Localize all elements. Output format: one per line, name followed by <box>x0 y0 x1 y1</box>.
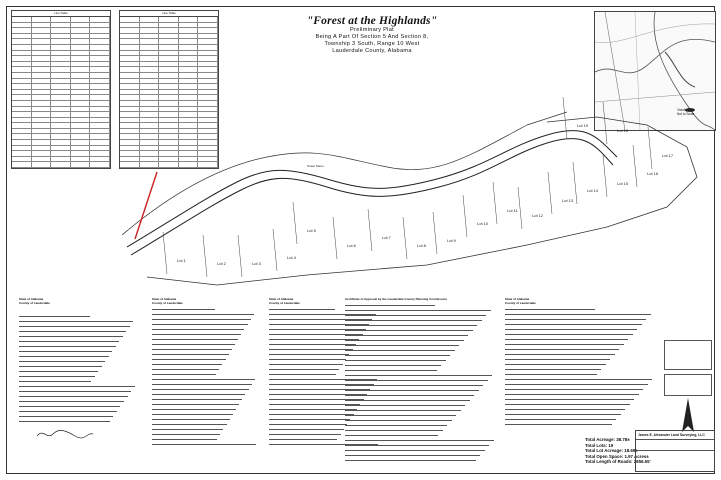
lot-line <box>163 232 167 274</box>
plat-title: "Forest at the Highlands" <box>306 15 438 27</box>
lot-label: Lot 11 <box>507 208 518 213</box>
lot-label: Lot 4 <box>287 255 296 260</box>
col2-county: County of Lauderdale <box>152 301 183 305</box>
total-lots: Total Lots: 19 <box>585 442 614 448</box>
lot-line <box>203 235 207 277</box>
total-road-length: Total Length of Roads: 2856.55' <box>585 459 651 464</box>
plat-drawing <box>7 7 714 307</box>
lot-label: Lot 1 <box>177 258 186 263</box>
surveyor-title-block <box>635 430 715 472</box>
planning-commission-cert: Certificate of Approval by the Lauderdale County Planning Commission <box>345 297 448 301</box>
lot-label: Lot 7 <box>382 235 391 240</box>
col-2-certificates <box>152 297 257 445</box>
lot-line <box>648 127 652 169</box>
col2-state: State of Alabama <box>152 297 177 301</box>
legend-box <box>664 340 712 370</box>
surveyor-company: James E. Alexander Land Surveying, LLC <box>638 433 705 437</box>
lot-label: Lot 12 <box>532 213 544 218</box>
col5-county: County of Lauderdale <box>505 301 536 305</box>
lot-label: Lot 6 <box>347 243 356 248</box>
lot-label: Lot 10 <box>477 221 489 226</box>
line-table-1-header: Line Table <box>12 11 110 17</box>
owner-certificate <box>19 297 137 305</box>
lot-label: Lot 8 <box>417 243 426 248</box>
lot-line <box>563 97 567 139</box>
col2-text <box>152 305 257 445</box>
owner-state: State of Alabama <box>19 297 44 301</box>
lot-line <box>518 187 522 229</box>
col4-text <box>345 301 495 461</box>
line-table-2-header: Line Table <box>120 11 218 17</box>
lot-label: Lot 17 <box>662 153 674 158</box>
lot-line <box>493 182 497 224</box>
legal-description <box>19 312 137 422</box>
lot-label: Lot 5 <box>307 228 316 233</box>
lot-line <box>573 162 577 204</box>
title-line-3: Township 3 South, Range 10 West <box>324 41 420 47</box>
lot-label: Lot 16 <box>647 171 659 176</box>
title-line-1: Preliminary Plat <box>350 27 394 33</box>
lot-line <box>633 145 637 187</box>
lot-line <box>368 209 372 251</box>
vicinity-caption-line-1: Vicinity Map <box>677 108 695 112</box>
road-label: Street Name <box>307 164 324 168</box>
vicinity-caption-line-2: Not to Scale <box>677 112 695 116</box>
lot-line <box>273 229 277 271</box>
lot-label: Lot 14 <box>587 188 599 193</box>
lot-line <box>403 217 407 259</box>
lot-line <box>463 195 467 237</box>
col3-county: County of Lauderdale <box>269 301 300 305</box>
col3-state: State of Alabama <box>269 297 294 301</box>
lot-line <box>293 202 297 244</box>
col-4-certificates <box>345 297 495 461</box>
lot-label: Lot 18 <box>617 128 629 133</box>
total-lot-acreage: Total Lot Acreage: 18.69± <box>585 448 638 453</box>
lot-line <box>548 172 552 214</box>
lot-line <box>603 155 607 197</box>
surveyor-signature <box>35 427 95 439</box>
lot-line <box>603 102 607 144</box>
lot-line <box>238 235 242 277</box>
plat-sheet <box>6 6 715 474</box>
total-open-space: Total Open Space: 1.97 Acres± <box>585 453 649 459</box>
col5-text <box>505 305 655 425</box>
notes-box <box>664 374 712 396</box>
lot-line <box>433 212 437 254</box>
total-acreage: Total Acreage: 38.78± <box>585 437 630 442</box>
owner-county: County of Lauderdale <box>19 301 50 305</box>
lot-line <box>333 217 337 259</box>
lot-label: Lot 15 <box>617 181 629 186</box>
lot-label: Lot 2 <box>217 261 226 266</box>
col-5-certificates <box>505 297 655 425</box>
lot-label: Lot 19 <box>577 123 589 128</box>
title-line-2: Being A Part Of Section 5 And Section 8, <box>315 34 429 40</box>
legend-column <box>664 340 712 437</box>
lot-label: Lot 9 <box>447 238 456 243</box>
col5-state: State of Alabama <box>505 297 530 301</box>
title-line-4: Lauderdale County, Alabama <box>332 48 412 54</box>
lot-label: Lot 13 <box>562 198 574 203</box>
lot-label: Lot 3 <box>252 261 261 266</box>
